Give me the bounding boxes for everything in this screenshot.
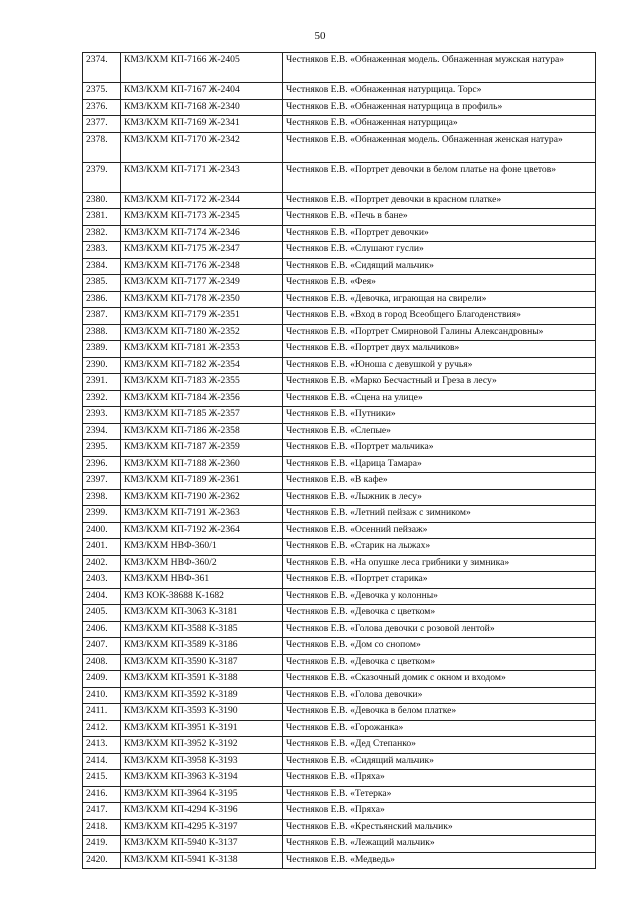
inventory-code-cell: КМЗ/КХМ КП-7184 Ж-2356 xyxy=(121,390,283,407)
row-number-cell: 2400. xyxy=(83,522,121,539)
row-number-cell: 2388. xyxy=(83,324,121,341)
table-row xyxy=(83,836,596,853)
artwork-description-cell: Честняков Е.В. «Портрет девочки в белом платье на фоне цветов» xyxy=(283,162,596,192)
row-number-cell: 2415. xyxy=(83,770,121,787)
table-row xyxy=(83,440,596,457)
row-number-cell: 2418. xyxy=(83,819,121,836)
artwork-description-cell: Честняков Е.В. «Дед Степанко» xyxy=(283,737,596,754)
table-row xyxy=(83,588,596,605)
inventory-code-cell: КМЗ/КХМ КП-3963 К-3194 xyxy=(121,770,283,787)
artwork-description-cell: Честняков Е.В. «Голова девочки» xyxy=(283,687,596,704)
inventory-code-cell: КМЗ/КХМ КП-7166 Ж-2405 xyxy=(121,53,283,83)
artwork-description-cell: Честняков Е.В. «Путники» xyxy=(283,407,596,424)
artwork-description-cell: Честняков Е.В. «Обнаженная натурщица в профиль» xyxy=(283,99,596,116)
row-number-cell: 2401. xyxy=(83,539,121,556)
row-number-cell: 2407. xyxy=(83,638,121,655)
table-row xyxy=(83,341,596,358)
row-number-cell: 2419. xyxy=(83,836,121,853)
artwork-description-cell: Честняков Е.В. «Обнаженная натурщица. Торс» xyxy=(283,83,596,100)
table-row xyxy=(83,192,596,209)
row-number-cell: 2411. xyxy=(83,704,121,721)
inventory-code-cell: КМЗ/КХМ КП-7192 Ж-2364 xyxy=(121,522,283,539)
artwork-description-cell: Честняков Е.В. «Лежащий мальчик» xyxy=(283,836,596,853)
row-number-cell: 2408. xyxy=(83,654,121,671)
artwork-description-cell: Честняков Е.В. «Старик на лыжах» xyxy=(283,539,596,556)
artwork-description-cell: Честняков Е.В. «Фея» xyxy=(283,275,596,292)
artwork-description-cell: Честняков Е.В. «Лыжник в лесу» xyxy=(283,489,596,506)
inventory-code-cell: КМЗ/КХМ КП-7191 Ж-2363 xyxy=(121,506,283,523)
table-row xyxy=(83,687,596,704)
row-number-cell: 2376. xyxy=(83,99,121,116)
artwork-description-cell: Честняков Е.В. «Портрет девочки в красном платке» xyxy=(283,192,596,209)
artwork-description-cell: Честняков Е.В. «Крестьянский мальчик» xyxy=(283,819,596,836)
inventory-code-cell: КМЗ/КХМ КП-7168 Ж-2340 xyxy=(121,99,283,116)
row-number-cell: 2420. xyxy=(83,852,121,869)
table-row xyxy=(83,324,596,341)
inventory-code-cell: КМЗ/КХМ КП-7173 Ж-2345 xyxy=(121,209,283,226)
inventory-code-cell: КМЗ/КХМ КП-3952 К-3192 xyxy=(121,737,283,754)
table-row xyxy=(83,275,596,292)
table-row xyxy=(83,704,596,721)
table-row xyxy=(83,489,596,506)
artwork-description-cell: Честняков Е.В. «Медведь» xyxy=(283,852,596,869)
table-row xyxy=(83,258,596,275)
inventory-code-cell: КМЗ/КХМ КП-3588 К-3185 xyxy=(121,621,283,638)
table-row xyxy=(83,291,596,308)
row-number-cell: 2403. xyxy=(83,572,121,589)
inventory-code-cell: КМЗ/КХМ КП-5941 К-3138 xyxy=(121,852,283,869)
row-number-cell: 2397. xyxy=(83,473,121,490)
row-number-cell: 2414. xyxy=(83,753,121,770)
row-number-cell: 2384. xyxy=(83,258,121,275)
artwork-description-cell: Честняков Е.В. «Юноша с девушкой у ручья» xyxy=(283,357,596,374)
table-row xyxy=(83,53,596,83)
row-number-cell: 2409. xyxy=(83,671,121,688)
table-row xyxy=(83,116,596,133)
table-row xyxy=(83,852,596,869)
inventory-code-cell: КМЗ/КХМ КП-7175 Ж-2347 xyxy=(121,242,283,259)
row-number-cell: 2377. xyxy=(83,116,121,133)
row-number-cell: 2406. xyxy=(83,621,121,638)
table-row xyxy=(83,225,596,242)
row-number-cell: 2416. xyxy=(83,786,121,803)
table-row xyxy=(83,671,596,688)
row-number-cell: 2398. xyxy=(83,489,121,506)
inventory-code-cell: КМЗ/КХМ КП-7187 Ж-2359 xyxy=(121,440,283,457)
inventory-code-cell: КМЗ/КХМ КП-3592 К-3189 xyxy=(121,687,283,704)
inventory-code-cell: КМЗ/КХМ КП-7170 Ж-2342 xyxy=(121,132,283,162)
table-row xyxy=(83,737,596,754)
artwork-description-cell: Честняков Е.В. «Слушают гусли» xyxy=(283,242,596,259)
artwork-description-cell: Честняков Е.В. «Печь в бане» xyxy=(283,209,596,226)
row-number-cell: 2379. xyxy=(83,162,121,192)
artwork-description-cell: Честняков Е.В. «Девочка в белом платке» xyxy=(283,704,596,721)
artwork-description-cell: Честняков Е.В. «Портрет девочки» xyxy=(283,225,596,242)
inventory-code-cell: КМЗ КОК-38688 К-1682 xyxy=(121,588,283,605)
table-row xyxy=(83,390,596,407)
artwork-description-cell: Честняков Е.В. «Обнаженная модель. Обнаженная женская натура» xyxy=(283,132,596,162)
row-number-cell: 2394. xyxy=(83,423,121,440)
artwork-description-cell: Честняков Е.В. «Сцена на улице» xyxy=(283,390,596,407)
row-number-cell: 2386. xyxy=(83,291,121,308)
table-row xyxy=(83,83,596,100)
table-row xyxy=(83,555,596,572)
inventory-code-cell: КМЗ/КХМ КП-3964 К-3195 xyxy=(121,786,283,803)
row-number-cell: 2391. xyxy=(83,374,121,391)
row-number-cell: 2375. xyxy=(83,83,121,100)
table-row xyxy=(83,132,596,162)
registry-table-body xyxy=(83,53,596,869)
table-row xyxy=(83,720,596,737)
artwork-description-cell: Честняков Е.В. «Пряха» xyxy=(283,803,596,820)
page-number: 50 xyxy=(314,30,326,42)
artwork-description-cell: Честняков Е.В. «Девочка с цветком» xyxy=(283,605,596,622)
table-row xyxy=(83,786,596,803)
artwork-description-cell: Честняков Е.В. «Летний пейзаж с зимником» xyxy=(283,506,596,523)
table-row xyxy=(83,605,596,622)
row-number-cell: 2405. xyxy=(83,605,121,622)
inventory-code-cell: КМЗ/КХМ КП-7177 Ж-2349 xyxy=(121,275,283,292)
table-row xyxy=(83,819,596,836)
registry-table xyxy=(82,52,596,869)
inventory-code-cell: КМЗ/КХМ КП-7188 Ж-2360 xyxy=(121,456,283,473)
inventory-code-cell: КМЗ/КХМ КП-7172 Ж-2344 xyxy=(121,192,283,209)
artwork-description-cell: Честняков Е.В. «В кафе» xyxy=(283,473,596,490)
row-number-cell: 2382. xyxy=(83,225,121,242)
artwork-description-cell: Честняков Е.В. «Портрет мальчика» xyxy=(283,440,596,457)
table-row xyxy=(83,522,596,539)
table-row xyxy=(83,407,596,424)
row-number-cell: 2381. xyxy=(83,209,121,226)
row-number-cell: 2374. xyxy=(83,53,121,83)
artwork-description-cell: Честняков Е.В. «Портрет двух мальчиков» xyxy=(283,341,596,358)
row-number-cell: 2395. xyxy=(83,440,121,457)
row-number-cell: 2404. xyxy=(83,588,121,605)
row-number-cell: 2390. xyxy=(83,357,121,374)
inventory-code-cell: КМЗ/КХМ КП-7190 Ж-2362 xyxy=(121,489,283,506)
artwork-description-cell: Честняков Е.В. «Вход в город Всеобщего Благоденствия» xyxy=(283,308,596,325)
artwork-description-cell: Честняков Е.В. «Девочка с цветком» xyxy=(283,654,596,671)
inventory-code-cell: КМЗ/КХМ КП-3958 К-3193 xyxy=(121,753,283,770)
inventory-code-cell: КМЗ/КХМ КП-7179 Ж-2351 xyxy=(121,308,283,325)
inventory-code-cell: КМЗ/КХМ КП-3593 К-3190 xyxy=(121,704,283,721)
inventory-code-cell: КМЗ/КХМ КП-7174 Ж-2346 xyxy=(121,225,283,242)
inventory-code-cell: КМЗ/КХМ КП-5940 К-3137 xyxy=(121,836,283,853)
artwork-description-cell: Честняков Е.В. «Марко Бесчастный и Греза в лесу» xyxy=(283,374,596,391)
row-number-cell: 2399. xyxy=(83,506,121,523)
artwork-description-cell: Честняков Е.В. «Сказочный домик с окном и входом» xyxy=(283,671,596,688)
inventory-code-cell: КМЗ/КХМ КП-7189 Ж-2361 xyxy=(121,473,283,490)
artwork-description-cell: Честняков Е.В. «Голова девочки с розовой лентой» xyxy=(283,621,596,638)
inventory-code-cell: КМЗ/КХМ КП-4295 К-3197 xyxy=(121,819,283,836)
inventory-code-cell: КМЗ/КХМ КП-3589 К-3186 xyxy=(121,638,283,655)
inventory-code-cell: КМЗ/КХМ КП-7171 Ж-2343 xyxy=(121,162,283,192)
artwork-description-cell: Честняков Е.В. «На опушке леса грибники у зимника» xyxy=(283,555,596,572)
row-number-cell: 2378. xyxy=(83,132,121,162)
table-row xyxy=(83,242,596,259)
row-number-cell: 2402. xyxy=(83,555,121,572)
row-number-cell: 2413. xyxy=(83,737,121,754)
artwork-description-cell: Честняков Е.В. «Дом со снопом» xyxy=(283,638,596,655)
inventory-code-cell: КМЗ/КХМ КП-7186 Ж-2358 xyxy=(121,423,283,440)
inventory-code-cell: КМЗ/КХМ КП-7185 Ж-2357 xyxy=(121,407,283,424)
table-row xyxy=(83,753,596,770)
row-number-cell: 2393. xyxy=(83,407,121,424)
row-number-cell: 2410. xyxy=(83,687,121,704)
inventory-code-cell: КМЗ/КХМ КП-4294 К-3196 xyxy=(121,803,283,820)
artwork-description-cell: Честняков Е.В. «Портрет Смирновой Галины Александровны» xyxy=(283,324,596,341)
inventory-code-cell: КМЗ/КХМ КП-7181 Ж-2353 xyxy=(121,341,283,358)
table-row xyxy=(83,572,596,589)
row-number-cell: 2392. xyxy=(83,390,121,407)
artwork-description-cell: Честняков Е.В. «Сидящий мальчик» xyxy=(283,258,596,275)
table-row xyxy=(83,99,596,116)
artwork-description-cell: Честняков Е.В. «Портрет старика» xyxy=(283,572,596,589)
inventory-code-cell: КМЗ/КХМ НВФ-360/2 xyxy=(121,555,283,572)
row-number-cell: 2417. xyxy=(83,803,121,820)
inventory-code-cell: КМЗ/КХМ КП-3951 К-3191 xyxy=(121,720,283,737)
table-row xyxy=(83,621,596,638)
row-number-cell: 2412. xyxy=(83,720,121,737)
inventory-code-cell: КМЗ/КХМ КП-7182 Ж-2354 xyxy=(121,357,283,374)
artwork-description-cell: Честняков Е.В. «Горожанка» xyxy=(283,720,596,737)
artwork-description-cell: Честняков Е.В. «Царица Тамара» xyxy=(283,456,596,473)
artwork-description-cell: Честняков Е.В. «Девочка у колонны» xyxy=(283,588,596,605)
inventory-code-cell: КМЗ/КХМ НВФ-360/1 xyxy=(121,539,283,556)
artwork-description-cell: Честняков Е.В. «Тетерка» xyxy=(283,786,596,803)
table-row xyxy=(83,374,596,391)
artwork-description-cell: Честняков Е.В. «Пряха» xyxy=(283,770,596,787)
table-row xyxy=(83,308,596,325)
table-row xyxy=(83,506,596,523)
row-number-cell: 2385. xyxy=(83,275,121,292)
inventory-code-cell: КМЗ/КХМ КП-7167 Ж-2404 xyxy=(121,83,283,100)
table-row xyxy=(83,770,596,787)
table-row xyxy=(83,357,596,374)
table-row xyxy=(83,473,596,490)
inventory-code-cell: КМЗ/КХМ КП-7180 Ж-2352 xyxy=(121,324,283,341)
row-number-cell: 2387. xyxy=(83,308,121,325)
row-number-cell: 2383. xyxy=(83,242,121,259)
table-row xyxy=(83,209,596,226)
table-row xyxy=(83,803,596,820)
table-row xyxy=(83,423,596,440)
artwork-description-cell: Честняков Е.В. «Осенний пейзаж» xyxy=(283,522,596,539)
artwork-description-cell: Честняков Е.В. «Обнаженная модель. Обнаженная мужская натура» xyxy=(283,53,596,83)
inventory-code-cell: КМЗ/КХМ КП-3063 К-3181 xyxy=(121,605,283,622)
artwork-description-cell: Честняков Е.В. «Слепые» xyxy=(283,423,596,440)
row-number-cell: 2380. xyxy=(83,192,121,209)
inventory-code-cell: КМЗ/КХМ КП-3590 К-3187 xyxy=(121,654,283,671)
inventory-code-cell: КМЗ/КХМ КП-7183 Ж-2355 xyxy=(121,374,283,391)
table-row xyxy=(83,654,596,671)
row-number-cell: 2396. xyxy=(83,456,121,473)
inventory-code-cell: КМЗ/КХМ НВФ-361 xyxy=(121,572,283,589)
table-row xyxy=(83,162,596,192)
inventory-code-cell: КМЗ/КХМ КП-3591 К-3188 xyxy=(121,671,283,688)
artwork-description-cell: Честняков Е.В. «Обнаженная натурщица» xyxy=(283,116,596,133)
inventory-code-cell: КМЗ/КХМ КП-7176 Ж-2348 xyxy=(121,258,283,275)
row-number-cell: 2389. xyxy=(83,341,121,358)
inventory-code-cell: КМЗ/КХМ КП-7169 Ж-2341 xyxy=(121,116,283,133)
table-row xyxy=(83,539,596,556)
artwork-description-cell: Честняков Е.В. «Сидящий мальчик» xyxy=(283,753,596,770)
inventory-code-cell: КМЗ/КХМ КП-7178 Ж-2350 xyxy=(121,291,283,308)
artwork-description-cell: Честняков Е.В. «Девочка, играющая на свирели» xyxy=(283,291,596,308)
table-row xyxy=(83,638,596,655)
table-row xyxy=(83,456,596,473)
